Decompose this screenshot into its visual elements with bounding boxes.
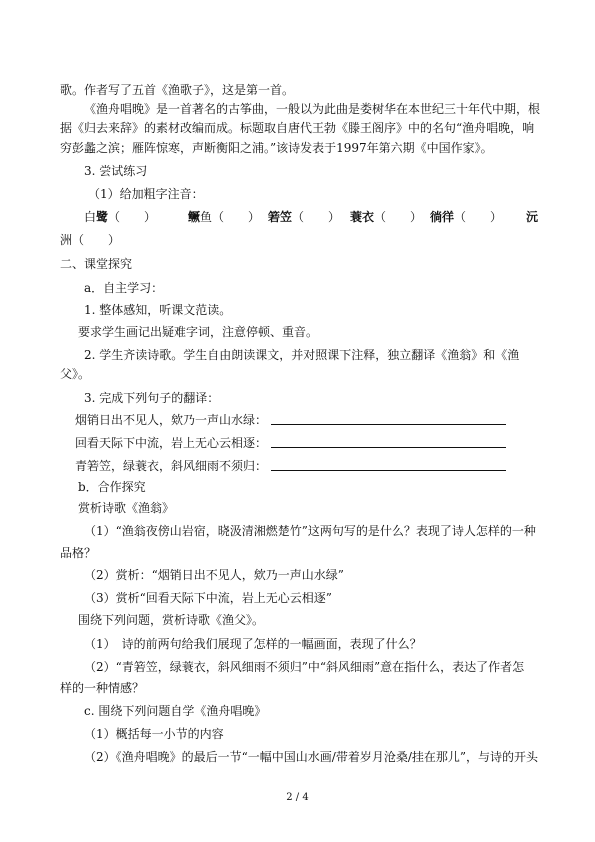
pinyin-item: 蓑衣（ ） [350,210,423,224]
text-line: 赏析诗歌《渔翁》 [78,501,175,515]
answer-blank[interactable] [271,435,506,448]
text-line: （1） 诗的前两句给我们展现了怎样的一幅画面，表现了什么？ [84,637,422,651]
text-line: （1）概括每一小节的内容 [84,727,224,741]
translation-row: 回看天际下中流，岩上无心云相逐： [75,435,506,451]
text-line: 据《归去来辞》的素材改编而成。标题取自唐代王勃《滕王阁序》中的名句“渔舟唱晚，响 [60,121,535,135]
text-line: 歌。作者写了五首《渔歌子》，这是第一首。 [60,83,295,97]
pinyin-item: 徜徉（ ） [430,210,503,224]
pinyin-item: 沅 [526,210,539,224]
translation-row: 青箬笠，绿蓑衣，斜风细雨不须归： [75,458,506,474]
text-line: 品格？ [60,546,97,560]
section-heading: 3. 尝试练习 [84,164,148,178]
subsection-heading: c. 围绕下列问题自学《渔舟唱晚》 [84,704,267,718]
text-line: 2. 学生齐读诗歌。学生自由朗读课文，并对照课下注释，独立翻译《渔翁》和《渔 [84,348,520,362]
subsection-heading: b．合作探究 [78,480,146,494]
text-line: 穷彭蠡之滨；雁阵惊寒，声断衡阳之浦。”该诗发表于1997年第六期《中国作家》。 [60,141,493,155]
pinyin-item: 鳜鱼（ ） [188,210,261,224]
text-line: （2）《渔舟唱晚》的最后一节“一幅中国山水画/带着岁月沧桑/挂在那儿”，与诗的开头 [84,750,538,764]
text-line: （1）给加粗字注音： [88,187,204,201]
pinyin-item: 箬笠（ ） [268,210,341,224]
text-line: 洲（ ） [60,233,121,247]
text-line: 围绕下列问题，赏析诗歌《渔父》。 [78,613,265,627]
text-line: （2）“青箬笠，绿蓑衣，斜风细雨不须归”中“斜风细雨”意在指什么，表达了作者怎 [84,660,525,674]
text-line: 《渔舟唱晚》是一首著名的古筝曲，一般以为此曲是娄树华在本世纪三十年代中期，根 [84,102,541,116]
text-line: 父》。 [60,367,91,381]
text-line: 样的一种情感？ [60,681,145,695]
text-line: （3）赏析“回看天际下中流，岩上无心云相逐” [84,591,332,605]
page-number: 2 / 4 [286,792,309,803]
translation-row: 烟销日出不见人，欸乃一声山水绿： [75,412,506,428]
section-heading: 二、课堂探究 [60,257,133,271]
answer-blank[interactable] [271,412,506,425]
text-line: 1. 整体感知，听课文范读。 [84,303,232,317]
text-line: （2）赏析：“烟销日出不见人，欸乃一声山水绿” [84,568,344,582]
pinyin-item: 白鹭（ ） [84,210,157,224]
answer-blank[interactable] [271,458,506,471]
text-line: 要求学生画记出疑难字词，注意停顿、重音。 [78,325,319,339]
text-line: （1）“渔翁夜傍山岩宿，晓汲清湘燃楚竹”这两句写的是什么？表现了诗人怎样的一种 [84,524,536,538]
subsection-heading: a．自主学习： [84,281,164,295]
text-line: 3. 完成下列句子的翻译： [84,391,220,405]
